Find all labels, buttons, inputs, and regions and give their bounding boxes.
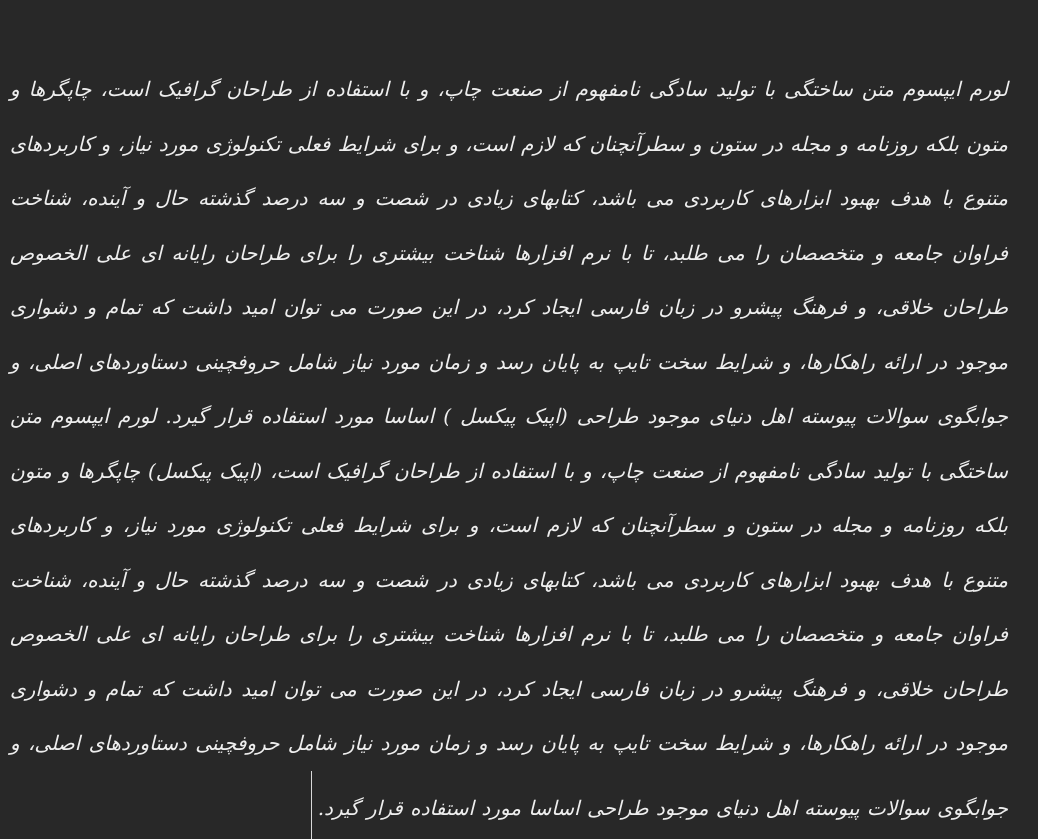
text-cursor <box>311 771 312 839</box>
persian-text-body[interactable] <box>10 62 1008 839</box>
paragraph-text: لورم ایپسوم متن ساختگی با تولید سادگی نامفهوم از صنعت چاپ، و با استفاده از طراحان گرافیک است، چاپگرها و متون بلکه روزنامه و مجله در ستون و سطرآنچنان که لازم است، و برای شرایط فعلی تکنولوژی مورد نیاز، و کاربردهای متنوع با هدف بهبود ابزارهای کاربردی می باشد، کتابهای زیادی در شصت و سه درصد گذشته حال و آینده، شناخت فراوان جامعه و متخصصان را می طلبد، تا با نرم افزارها شناخت بیشتری را برای طراحان رایانه ای علی الخصوص طراحان خلاقی، و فرهنگ پیشرو در زبان فارسی ایجاد کرد، در این صورت می توان امید داشت که تمام و دشواری موجود در ارائه راهکارها، و شرایط سخت تایپ به پایان رسد و زمان مورد نیاز شامل حروفچینی دستاوردهای اصلی، و جوابگوی سوالات پیوسته اهل دنیای موجود طراحی (اپیک پیکسل ) اساسا مورد استفاده قرار گیرد. لورم ایپسوم متن ساختگی با تولید سادگی نامفهوم از صنعت چاپ، و با استفاده از طراحان گرافیک است، (اپیک پیکسل) چاپگرها و متون بلکه روزنامه و مجله در ستون و سطرآنچنان که لازم است، و برای شرایط فعلی تکنولوژی مورد نیاز، و کاربردهای متنوع با هدف بهبود ابزارهای کاربردی می باشد، کتابهای زیادی در شصت و سه درصد گذشته حال و آینده، شناخت فراوان جامعه و متخصصان را می طلبد، تا با نرم افزارها شناخت بیشتری را برای طراحان رایانه ای علی الخصوص طراحان خلاقی، و فرهنگ پیشرو در زبان فارسی ایجاد کرد، در این صورت می توان امید داشت که تمام و دشواری موجود در ارائه راهکارها، و شرایط سخت تایپ به پایان رسد و زمان مورد نیاز شامل حروفچینی دستاوردهای اصلی، و جوابگوی سوالات پیوسته اهل دنیای موجود طراحی اساسا مورد استفاده قرار گیرد. <box>10 77 1008 820</box>
